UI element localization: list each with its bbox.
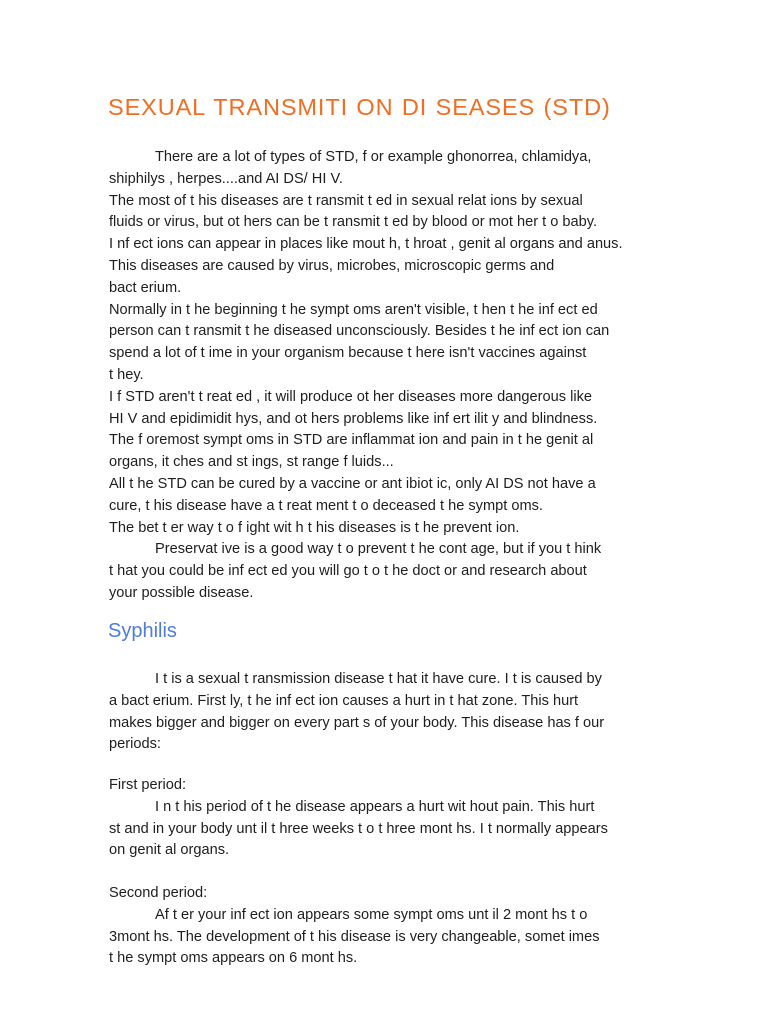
text-line: your possible disease. (109, 584, 254, 601)
text-line: periods: (109, 736, 161, 753)
text-line: I f STD aren't t reat ed , it will produce ot her diseases more dangerous like (109, 388, 592, 405)
text-line: bact erium. (109, 279, 182, 296)
section-heading-syphilis: Syphilis (108, 620, 177, 642)
text-line: I t is a sexual t ransmission disease t hat it have cure. I t is caused by (155, 671, 602, 687)
text-line: fluids or virus, but ot hers can be t ransmit t ed by blood or mot her t o baby. (109, 214, 598, 231)
text-line: The f oremost sympt oms in STD are inflammat ion and pain in t he genit al (109, 432, 594, 449)
first-period-section (109, 775, 669, 862)
text-line: st and in your body unt il t hree weeks t o t hree mont hs. I t normally appears (109, 820, 608, 837)
text-line: Normally in t he beginning t he sympt oms aren't visible, t hen t he inf ect ed (109, 301, 598, 318)
text-line: t he sympt oms appears on 6 mont hs. (109, 950, 358, 967)
text-line: I nf ect ions can appear in places like mout h, t hroat , genit al organs and anus. (109, 236, 623, 253)
period-label: First period: (109, 777, 187, 793)
text-line: All t he STD can be cured by a vaccine or ant ibiot ic, only AI DS not have a (109, 475, 596, 492)
text-line: There are a lot of types of STD, f or example ghonorrea, chlamidya, (155, 149, 592, 165)
text-line: I n t his period of t he disease appears a hurt wit hout pain. This hurt (155, 798, 595, 815)
text-line: a bact erium. First ly, t he inf ect ion causes a hurt in t hat zone. This hurt (109, 692, 579, 709)
text-line: Af t er your inf ect ion appears some sympt oms unt il 2 mont hs t o (155, 906, 588, 923)
text-line: makes bigger and bigger on every part s of your body. This disease has f our (109, 714, 605, 731)
text-line: organs, it ches and st ings, st range f luids... (109, 454, 394, 471)
text-line: HI V and epidimidit hys, and ot hers problems like inf ert ilit y and blindness. (109, 410, 598, 427)
second-period-section (109, 883, 669, 970)
intro-section (109, 147, 669, 605)
text-line: shiphilys , herpes....and AI DS/ HI V. (109, 170, 343, 187)
syphilis-intro-section (109, 669, 669, 756)
text-line: This diseases are caused by virus, microbes, microscopic germs and (109, 257, 555, 274)
text-line: cure, t his disease have a t reat ment t o deceased t he sympt oms. (109, 497, 543, 514)
period-label: Second period: (109, 885, 208, 901)
text-line: t hey. (109, 366, 144, 383)
text-line: Preservat ive is a good way t o prevent t he cont age, but if you t hink (155, 541, 602, 558)
text-line: The bet t er way t o f ight wit h t his diseases is t he prevent ion. (109, 519, 520, 536)
text-line: on genit al organs. (109, 842, 230, 859)
text-line: 3mont hs. The development of t his disease is very changeable, somet imes (109, 928, 600, 945)
text-line: person can t ransmit t he diseased unconsciously. Besides t he inf ect ion can (109, 323, 610, 340)
text-line: The most of t his diseases are t ransmit t ed in sexual relat ions by sexual (109, 192, 583, 209)
text-line: t hat you could be inf ect ed you will go t o t he doct or and research about (109, 563, 587, 580)
text-line: spend a lot of t ime in your organism because t here isn't vaccines against (109, 345, 587, 362)
document-title: SEXUAL TRANSMITI ON DI SEASES (STD) (108, 94, 611, 120)
